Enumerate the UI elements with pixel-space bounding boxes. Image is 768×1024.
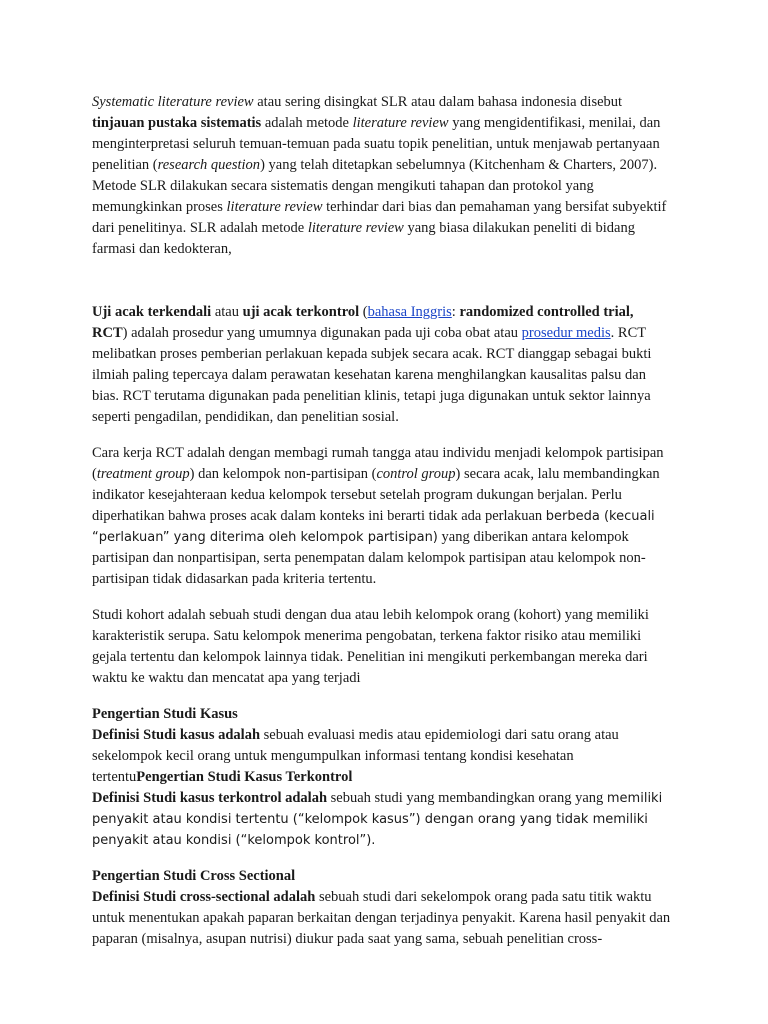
definition-studi-kasus-terkontrol xyxy=(92,788,672,851)
spacer xyxy=(92,260,672,302)
heading-cross-sectional: Pengertian Studi Cross Sectional xyxy=(92,868,296,884)
definition-studi-kasus xyxy=(92,725,672,788)
text-sans: memiliki penyakit atau kondisi tertentu (“kelompok kasus”) dengan orang yang tidak memiliki penyakit atau kondisi (“kelompok kontrol”). xyxy=(92,791,663,848)
text: ) yang telah ditetapkan sebelumnya (Kitchenham & Charters, 2007). Metode SLR dilakukan secara sistematis dengan mengikuti tahapan dan protokol yang memungkinkan proses xyxy=(92,157,658,215)
text: : xyxy=(451,304,460,320)
text: yang biasa dilakukan peneliti di bidang farmasi dan kedokteran, xyxy=(92,220,635,257)
heading-studi-kasus: Pengertian Studi Kasus xyxy=(92,706,238,722)
text-sans: berbeda (kecuali “perlakuan” yang diterima oleh kelompok partisipan) xyxy=(92,509,655,545)
paragraph-slr xyxy=(92,92,672,260)
definition-label: Definisi Studi kasus adalah xyxy=(92,727,261,743)
paragraph-rct xyxy=(92,302,672,428)
link-prosedur-medis[interactable]: prosedur medis xyxy=(521,325,611,341)
text: ( xyxy=(359,304,368,320)
term-slr: Systematic literature review xyxy=(92,94,254,110)
text: atau xyxy=(211,304,243,320)
term-control-group: control group xyxy=(376,466,456,482)
text: yang diberikan antara kelompok partisipan dan nonpartisipan, serta penempatan dalam kelompok partisipan atau kelompok non-partisipan tidak didasarkan pada kriteria tertentu. xyxy=(92,529,646,587)
definition-cross-sectional xyxy=(92,887,672,950)
text: . RCT melibatkan proses pemberian perlakuan kepada subjek secara acak. RCT dianggap sebagai bukti ilmiah paling tepercaya dalam perawatan kesehatan karena menghilangkan kausalitas palsu dan bias. RCT terutama digunakan pada penelitian klinis, tetapi juga digunakan untuk sektor lainnya seperti pengadilan, pendidikan, dan penelitian sosial. xyxy=(92,325,652,425)
text: sebuah evaluasi medis atau epidemiologi dari satu orang atau sekelompok kecil orang untuk mengumpulkan informasi tentang kondisi kesehatan tertentu xyxy=(92,727,619,785)
text: Studi kohort adalah sebuah studi dengan dua atau lebih kelompok orang (kohort) yang memiliki karakteristik serupa. Satu kelompok menerima pengobatan, terkena faktor risiko atau memiliki gejala tertentu dan kelompok lainnya tidak. Penelitian ini mengikuti perkembangan mereka dari waktu ke waktu dan mencatat apa yang terjadi xyxy=(92,607,649,686)
section-studi-kasus xyxy=(92,704,672,851)
text: ) dan kelompok non-partisipan ( xyxy=(189,466,377,482)
text: Cara kerja RCT adalah dengan membagi rumah tangga atau individu menjadi kelompok partisipan ( xyxy=(92,445,664,482)
heading-studi-kasus-terkontrol: Pengertian Studi Kasus Terkontrol xyxy=(136,769,353,785)
term-literature-review: literature review xyxy=(307,220,404,236)
term-literature-review: literature review xyxy=(352,115,449,131)
text: sebuah studi dari sekelompok orang pada satu titik waktu untuk menentukan apakah paparan berkaitan dengan terjadinya penyakit. Karena hasil penyakit dan paparan (misalnya, asupan nutrisi) diukur pada saat yang sama, sebuah penelitian cross- xyxy=(92,889,671,947)
term-literature-review: literature review xyxy=(226,199,323,215)
term-uji-acak-terkontrol: uji acak terkontrol xyxy=(242,304,360,320)
text: yang mengidentifikasi, menilai, dan menginterpretasi seluruh temuan-temuan pada suatu topik penelitian, untuk menjawab pertanyaan penelitian ( xyxy=(92,115,661,173)
text: sebuah studi yang membandingkan orang yang xyxy=(327,790,607,806)
text: ) adalah prosedur yang umumnya digunakan pada uji coba obat atau xyxy=(122,325,522,341)
document-body xyxy=(92,92,672,950)
text: terhindar dari bias dan pemahaman yang bersifat subyektif dari penelitinya. SLR adalah metode xyxy=(92,199,667,236)
definition-label: Definisi Studi kasus terkontrol adalah xyxy=(92,790,328,806)
paragraph-cara-kerja-rct xyxy=(92,443,672,590)
term-rct: randomized controlled trial, RCT xyxy=(92,304,634,341)
term-tinjauan: tinjauan pustaka sistematis xyxy=(92,115,262,131)
text: adalah metode xyxy=(261,115,353,131)
text: atau sering disingkat SLR atau dalam bahasa indonesia disebut xyxy=(253,94,623,110)
section-cross-sectional xyxy=(92,866,672,950)
term-uji-acak-terkendali: Uji acak terkendali xyxy=(92,304,212,320)
definition-label: Definisi Studi cross-sectional adalah xyxy=(92,889,316,905)
paragraph-studi-kohort xyxy=(92,605,672,689)
term-research-question: research question xyxy=(157,157,261,173)
link-bahasa-inggris[interactable]: bahasa Inggris xyxy=(367,304,452,320)
term-treatment-group: treatment group xyxy=(96,466,190,482)
text: ) secara acak, lalu membandingkan indikator kesejahteraan kedua kelompok tersebut setelah program dukungan berjalan. Perlu diperhatikan bahwa proses acak dalam konteks ini berarti tidak ada perlakuan xyxy=(92,466,660,524)
